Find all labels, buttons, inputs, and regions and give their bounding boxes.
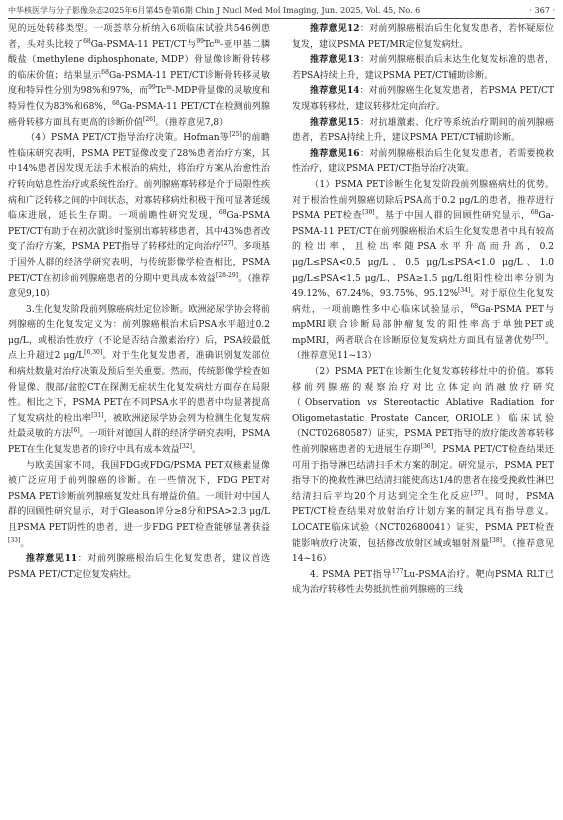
paragraph: 见的远处转移类型。一项荟萃分析纳入6项临床试验共546例患者，头对头比较了$^{68}$Ga-PSMA-11 PET/CT与$^{99}$Tc$^m$-亚甲基二膦酸盐（methylene diphosphonate, MDP）骨显像诊断骨转移的临床价值；结果显示$^{68}$Ga-PSMA-11 PET/CT诊断骨转移灵敏度和特异性分别为98%和97%，而$^{99}$Tc$^m$-MDP骨显像的灵敏度和特异性仅为83%和68%，$^{68}$Ga-PSMA-11 PET/CT在检测前列腺癌骨转移方面具有更高的诊断价值[26]。（推荐意见7,8） <box>8 24 270 128</box>
recommendation-label: 推荐意见13 <box>310 55 360 66</box>
paragraph: （4）PSMA PET/CT指导治疗决策。Hofman等[25]的前瞻性临床研究表明，PSMA PET显像改变了28%患者治疗方案，其中14%患者因发现无法手术根治的病灶，将治疗方案从治愈性治疗转向姑息性治疗或系统性治疗。前列腺癌寡转移是介于局限性疾病和广泛转移之间的中间状态，对寡转移病灶积极干预可显著延缓临床进展，延长生存期。一项前瞻性研究发现，$^{68}$Ga-PSMA PET/CT有助于在初次就诊时鉴别出寡转移患者，其中43%患者改变了治疗方案，PSMA PET指导了转移灶的定向治疗[27]。多项基于国外人群的经济学研究表明，与传统影像学检查相比，PSMA PET/CT在初诊前列腺癌患者的分期中更具成本效益[28-29]。（推荐意见9,10） <box>8 131 270 300</box>
recommendation-label: 推荐意见11 <box>26 554 78 565</box>
paragraph: 3.生化复发阶段前列腺癌病灶定位诊断。欧洲泌尿学协会将前列腺癌的生化复发定义为：前列腺癌根治术后PSA水平超过0.2 μg/L，或根治性放疗（不论是否结合激素治疗）后，PSA较最低点上升超过2 μg/L[6,30]。对于生化复发患者，准确识别复发部位和病灶数量对治疗决策及预后至关重要。然而，传统影像学检查如骨显像、腹部/盆腔CT在探测无症状生化复发病灶方面存在局限性。相比之下，PSMA PET在不同PSA水平的患者中均显著提高了复发病灶的检出率[31]，被欧洲泌尿学协会列为检测生化复发病灶最灵敏的方法[6]。一项针对德国人群的经济学研究表明，PSMA PET在生化复发患者的诊疗中具有成本效益[32]。 <box>8 304 270 456</box>
paragraph: 推荐意见16：对前列腺癌根治后生化复发患者，若需要挽救性治疗，建议PSMA PET/CT指导治疗决策。 <box>292 148 554 175</box>
right-column <box>292 22 554 818</box>
paragraph: 推荐意见14：对前列腺癌生化复发患者，若PSMA PET/CT发现寡转移灶，建议转移灶定向治疗。 <box>292 86 554 112</box>
recommendation-label: 推荐意见12 <box>310 24 360 34</box>
paragraph: 推荐意见15：对抗雄激素、化疗等系统治疗期间的前列腺癌患者，若PSA持续上升，建议PSMA PET/CT辅助诊断。 <box>292 117 554 144</box>
paragraph: （1）PSMA PET诊断生化复发阶段前列腺癌病灶的优势。对于根治性前列腺癌切除后PSA高于0.2 μg/L的患者，推荐进行PSMA PET检查[30]。基于中国人群的回顾性研究显示，$^{68}$Ga-PSMA-11 PET/CT在前列腺癌根治术后生化复发患者中具有较高的检出率，且检出率随PSA水平升高而升高，0.2 μg/L≤PSA<0.5 μg/L、0.5 μg/L≤PSA<1.0 μg/L、1.0 μg/L≤PSA<1.5 μg/L、PSA≥1.5 μg/L组阳性检出率分别为49.12%、67.24%、93.75%、95.12%[34]。对于原位生化复发病灶，一项前瞻性多中心临床试验显示，$^{68}$Ga-PSMA PET与mpMRI联合诊断局部肿瘤复发的阳性率高于单独PET或mpMRI，两者联合在诊断原位复发病灶方面具有显著优势[35]。（推荐意见11~13） <box>292 179 554 362</box>
recommendation-label: 推荐意见14 <box>310 86 360 97</box>
recommendation-label: 推荐意见16 <box>310 148 360 159</box>
recommendation-label: 推荐意见15 <box>310 117 360 128</box>
page-number: · 367 · <box>529 6 555 15</box>
paragraph: 4. PSMA PET指导$^{177}$Lu-PSMA治疗。靶向PSMA RLT已成为治疗转移性去势抵抗性前列腺癌的三线 <box>292 567 554 596</box>
paragraph: 推荐意见13：对前列腺癌根治后未达生化复发标准的患者，若PSA持续上升，建议PSMA PET/CT辅助诊断。 <box>292 55 554 81</box>
running-header <box>8 4 555 19</box>
paragraph: （2）PSMA PET在诊断生化复发寡转移灶中的价值。寡转移前列腺癌的观察治疗对比立体定向消融放疗研究（Observation vs Stereotactic Ablative Radiation for Oligometastatic Prostate Cancer, ORIOLE）临床试验（NCT02680587）证实，PSMA PET指导的放疗能改善寡转移性前列腺癌患者的无进展生存期[36]。PSMA PET/CT检查结果还可用于指导淋巴结清扫手术方案的制定。研究显示，PSMA PET指导下的挽救性淋巴结清扫能使高达1/4的患者在接受挽救性淋巴结清扫后平均20个月达到完全生化反应[37]。同时，PSMA PET/CT检查结果对放射治疗计划方案的制定具有指导意义。LOCATE临床试验（NCT02680041）证实，PSMA PET检查能影响放疗决策，包括修改放射区域或辐射剂量[38]。（推荐意见14~16） <box>292 367 554 565</box>
paragraph: 推荐意见11：对前列腺癌根治后生化复发患者，建议首选PSMA PET/CT定位复发病灶。 <box>8 554 270 580</box>
left-column <box>8 22 270 818</box>
running-header-left: 中华核医学与分子影像杂志2025年6月第45卷第6期 Chin J Nucl Med Mol Imaging, Jun. 2025, Vol. 45, No. 6 <box>8 6 421 15</box>
paragraph: 与欧美国家不同，我国FDG或FDG/PSMA PET双核素显像被广泛应用于前列腺癌的诊断。在一些情况下，FDG PET对PSMA PET诊断前列腺癌复发灶具有增益价值。一项针对中国人群的回顾性研究显示，对于Gleason评分≥8分和PSA>2.3 μg/L且PSMA PET阴性的患者，进一步FDG PET检查能够显著获益[33]。 <box>8 460 270 549</box>
paragraph: 推荐意见12：对前列腺癌根治后生化复发患者，若怀疑原位复发，建议PSMA PET/MR定位复发病灶。 <box>292 24 554 50</box>
